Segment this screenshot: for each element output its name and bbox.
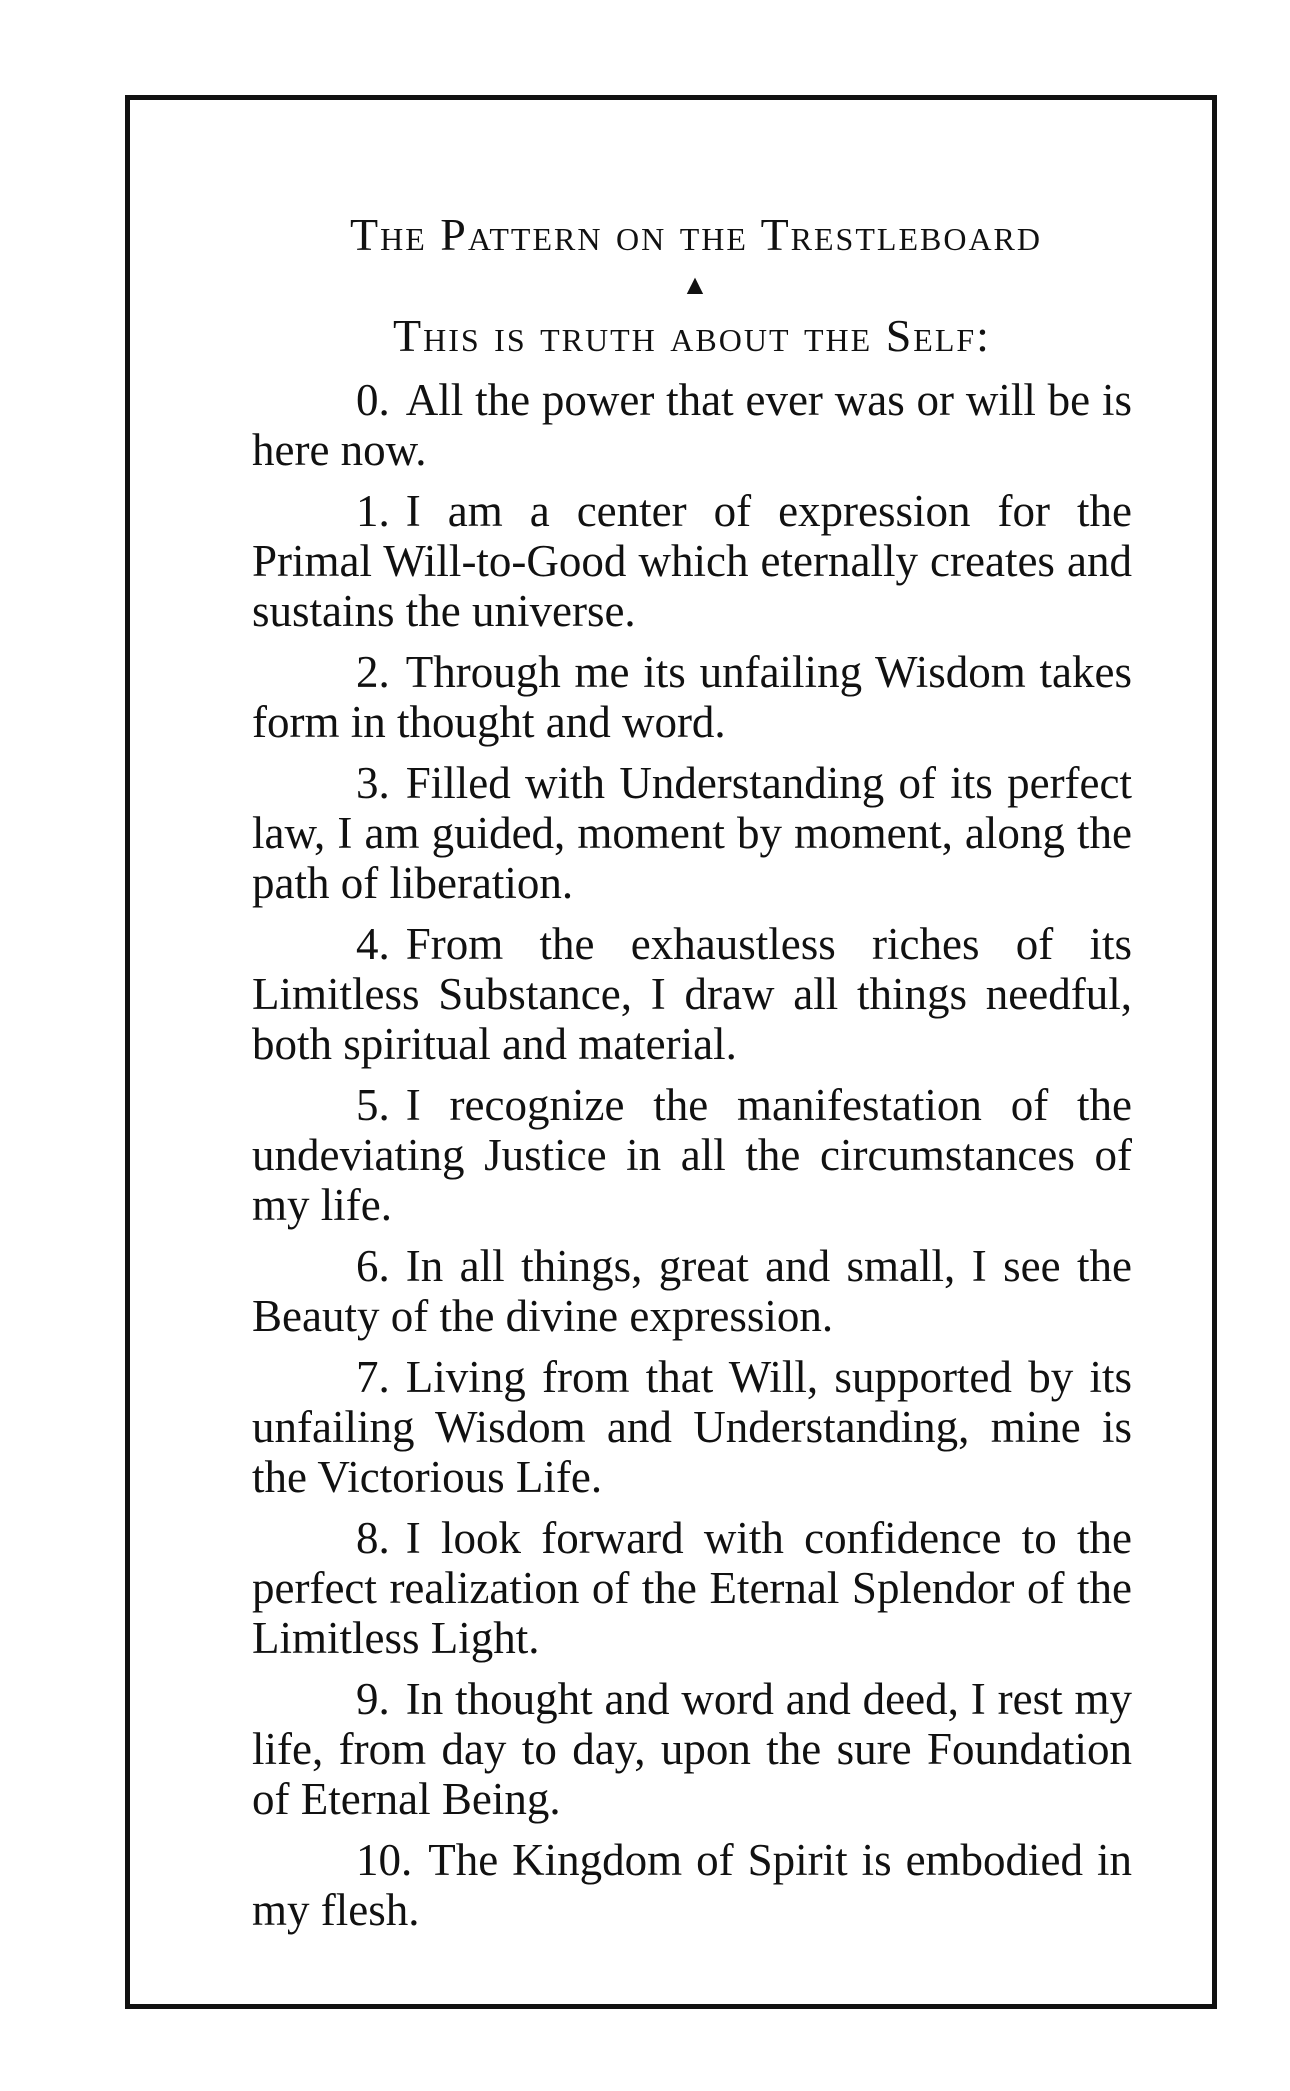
list-item (252, 1241, 1132, 1341)
item-text: The Kingdom of Spirit is embodied in my flesh. (252, 1835, 1132, 1935)
page-title: The Pattern on the Trestleboard (349, 209, 1043, 260)
item-text: Filled with Understanding of its perfect law, I am guided, moment by moment, along the path of liberation. (252, 758, 1132, 908)
list-item (252, 375, 1132, 475)
list-item (252, 1080, 1132, 1230)
item-text: I look forward with confidence to the perfect realization of the Eternal Splendor of the Limitless Light. (252, 1513, 1132, 1663)
subtitle: This is truth about the Self: (393, 310, 991, 361)
item-text: In thought and word and deed, I rest my life, from day to day, upon the sure Foundation of Eternal Being. (252, 1674, 1132, 1824)
list-item (252, 1352, 1132, 1502)
item-text: From the exhaustless riches of its Limitless Substance, I draw all things needful, both spiritual and material. (252, 919, 1132, 1069)
item-number: 10. (356, 1835, 413, 1885)
list-item (252, 919, 1132, 1069)
item-text: In all things, great and small, I see the Beauty of the divine expression. (252, 1241, 1132, 1341)
list-item (252, 647, 1132, 747)
list-item (252, 758, 1132, 908)
item-number: 5. (356, 1080, 390, 1130)
item-number: 7. (356, 1352, 390, 1402)
item-number: 9. (356, 1674, 390, 1724)
item-text: Through me its unfailing Wisdom takes form in thought and word. (252, 647, 1132, 747)
item-number: 8. (356, 1513, 390, 1563)
list-item (252, 1674, 1132, 1824)
list-item (252, 1835, 1132, 1935)
item-text: I am a center of expression for the Primal Will-to-Good which eternally creates and sustains the universe. (252, 486, 1132, 636)
item-text: All the power that ever was or will be is here now. (252, 375, 1132, 475)
item-text: Living from that Will, supported by its unfailing Wisdom and Understanding, mine is the Victorious Life. (252, 1352, 1132, 1502)
item-number: 0. (356, 375, 390, 425)
document-body (252, 205, 1132, 1946)
triangle-icon: ▲ (681, 270, 709, 301)
list-item (252, 486, 1132, 636)
item-number: 4. (356, 919, 390, 969)
item-number: 2. (356, 647, 390, 697)
item-number: 3. (356, 758, 390, 808)
list-item (252, 1513, 1132, 1663)
item-number: 1. (356, 486, 390, 536)
item-number: 6. (356, 1241, 390, 1291)
item-text: I recognize the manifestation of the undeviating Justice in all the circumstances of my life. (252, 1080, 1132, 1230)
